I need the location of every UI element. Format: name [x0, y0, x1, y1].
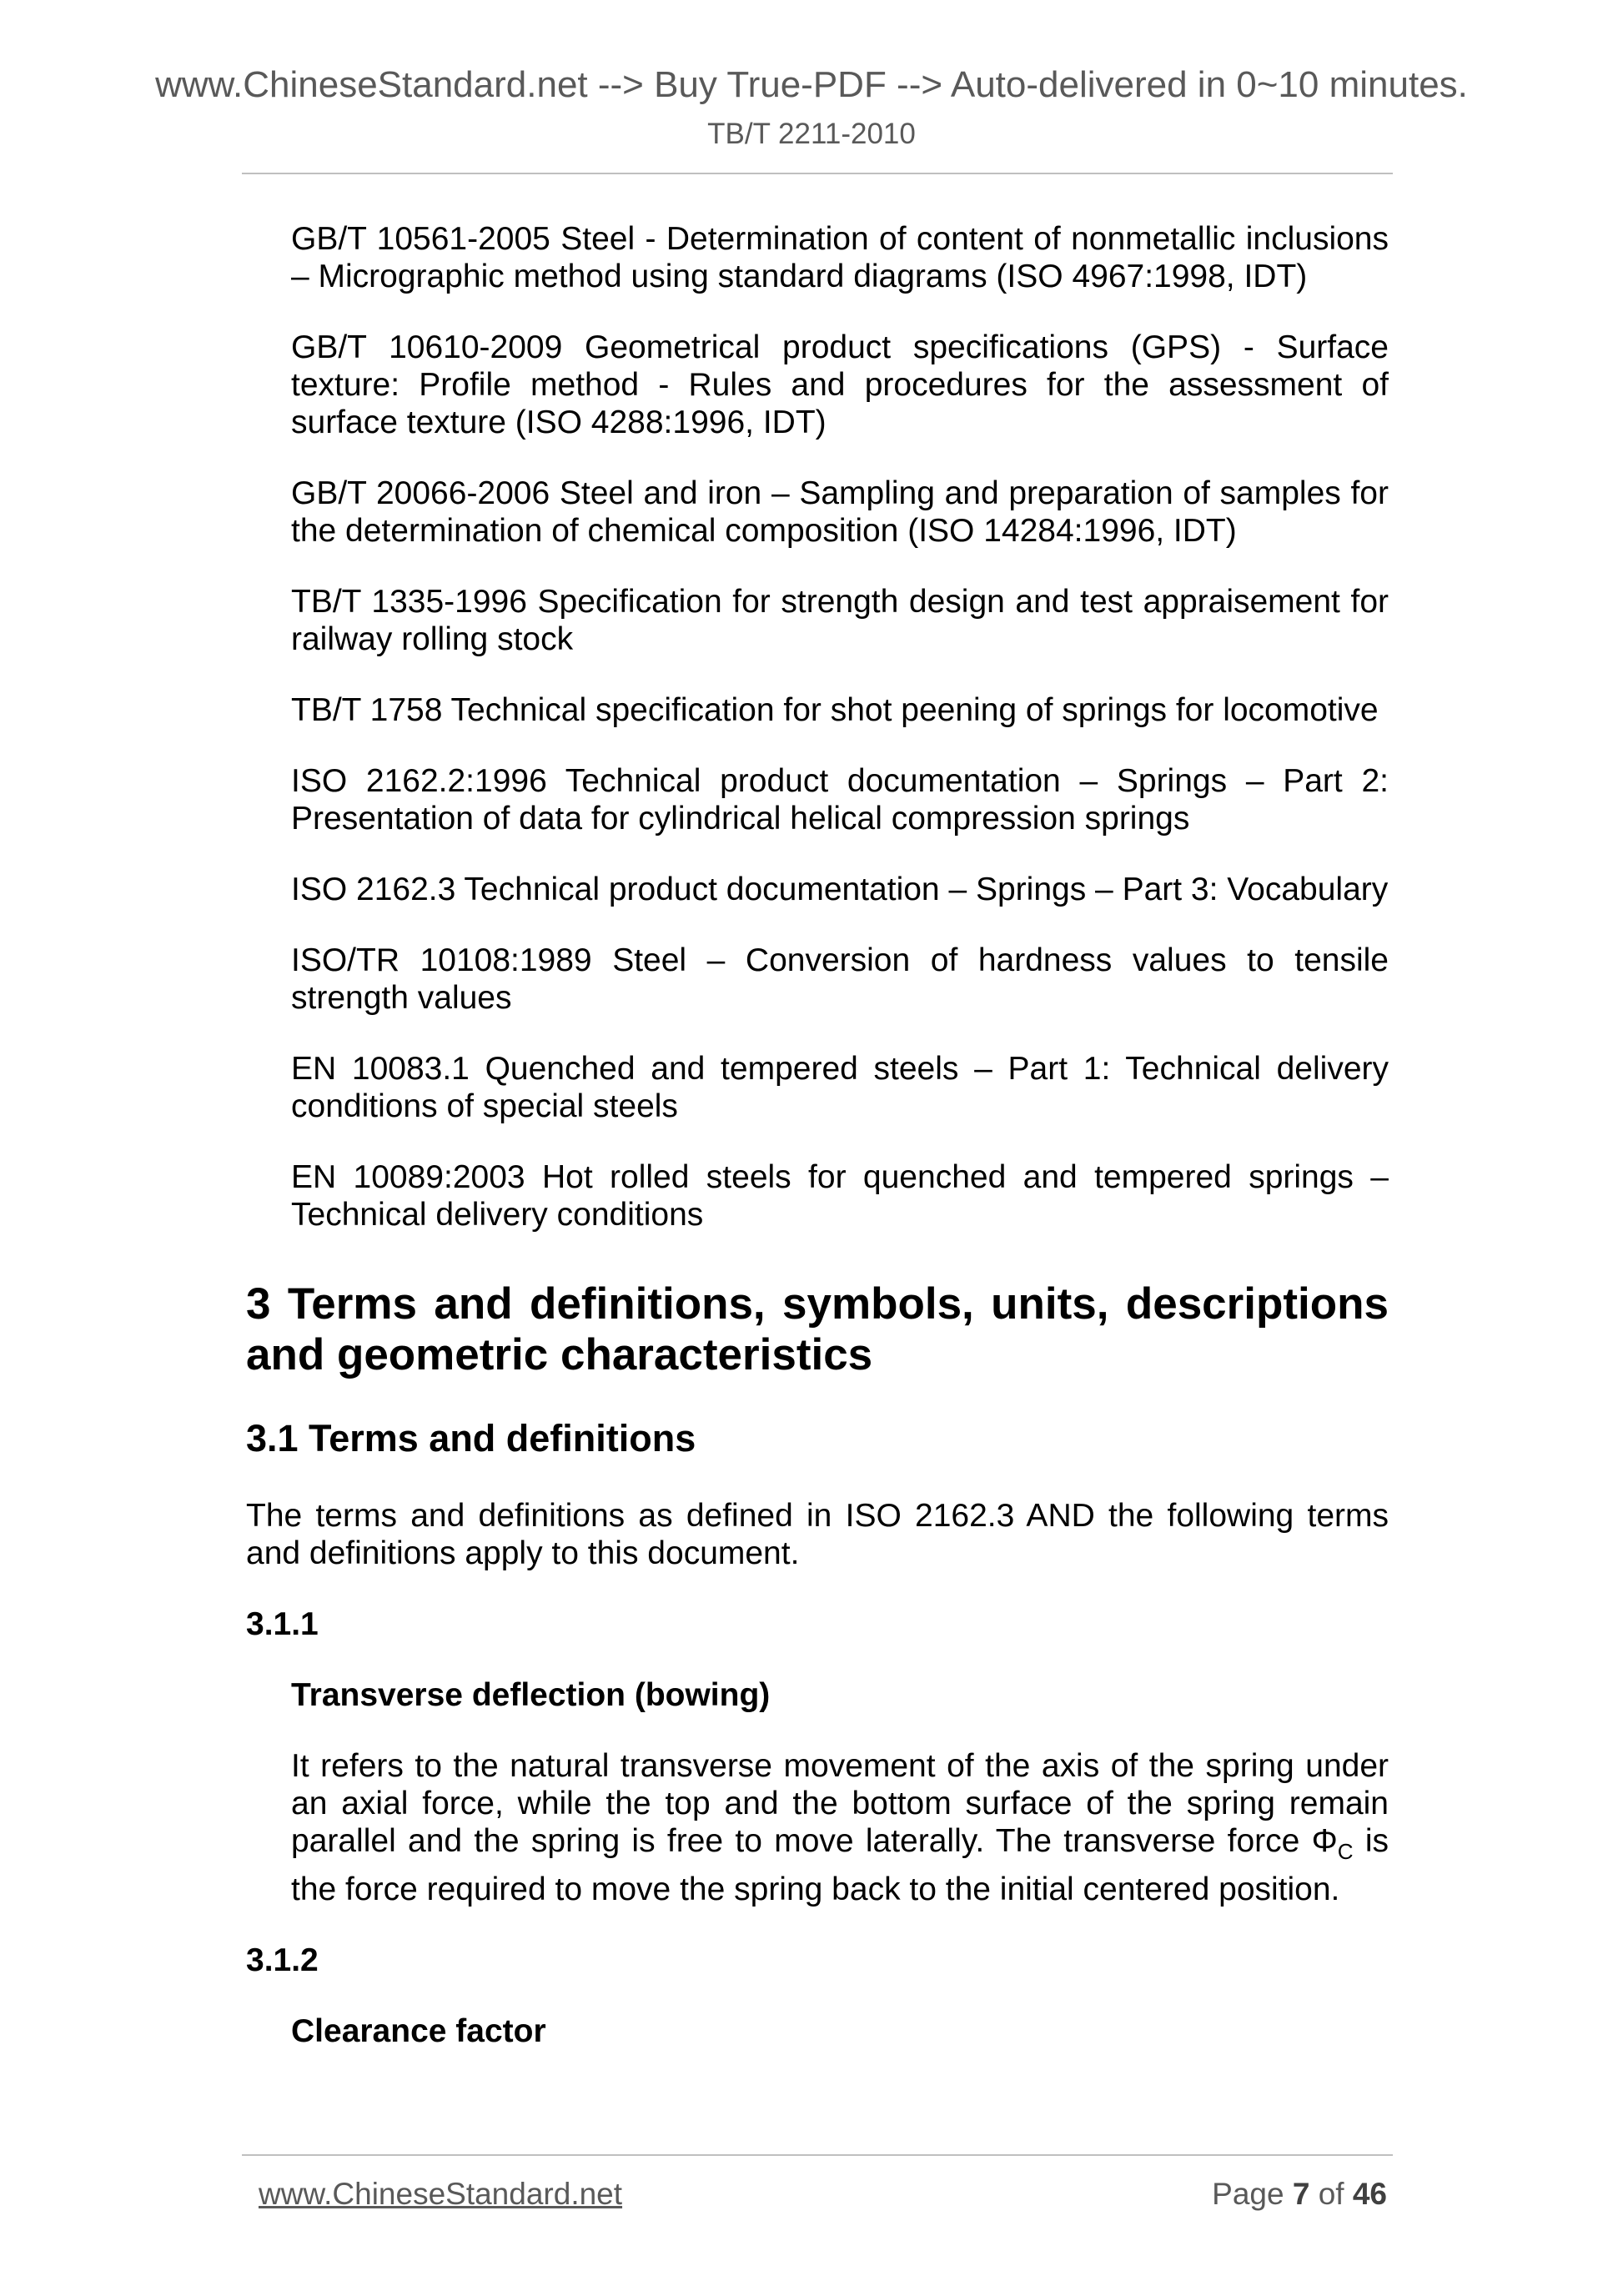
term-definition [291, 1747, 1389, 1908]
clause-number: 3.1.2 [246, 1942, 319, 1978]
term-title: Clearance factor [291, 2012, 546, 2049]
reference-item: ISO/TR 10108:1989 Steel – Conversion of hardness values to tensile strength values [291, 942, 1389, 1016]
page-content [246, 220, 1389, 2083]
standard-number: TB/T 2211-2010 [707, 118, 916, 150]
page-total: 46 [1352, 2177, 1387, 2211]
reference-item: ISO 2162.2:1996 Technical product documentation – Springs – Part 2: Presentation of data for cylindrical helical compression springs [291, 763, 1389, 837]
reference-item: EN 10083.1 Quenched and tempered steels – Part 1: Technical delivery conditions of special steels [291, 1051, 1389, 1124]
page-of: of [1318, 2177, 1344, 2211]
section-heading: 3 Terms and definitions, symbols, units, descriptions and geometric characteristics [246, 1279, 1389, 1379]
header-divider [242, 173, 1393, 174]
footer-divider [242, 2154, 1393, 2156]
definition-text: is the force required to move the spring back to the initial centered position. [291, 1823, 1389, 1907]
reference-item: ISO 2162.3 Technical product documentation – Springs – Part 3: Vocabulary [291, 872, 1389, 907]
term-title: Transverse deflection (bowing) [291, 1677, 771, 1713]
definition-text: It refers to the natural transverse movement of the axis of the spring under an axial force, while the top and the bottom surface of the spring remain parallel and the spring is free to move laterally. The transverse force Φ [291, 1748, 1389, 1859]
header-banner: www.ChineseStandard.net --> Buy True-PDF --> Auto-delivered in 0~10 minutes. [155, 64, 1468, 105]
page-indicator [1212, 2177, 1387, 2212]
page-current: 7 [1292, 2177, 1310, 2211]
footer-site-link[interactable]: www.ChineseStandard.net [259, 2177, 623, 2211]
intro-paragraph: The terms and definitions as defined in ISO 2162.3 AND the following terms and definitions apply to this document. [246, 1498, 1389, 1571]
subscript: C [1337, 1838, 1354, 1864]
reference-item: TB/T 1335-1996 Specification for strength design and test appraisement for railway rolling stock [291, 584, 1389, 657]
reference-item: TB/T 1758 Technical specification for shot peening of springs for locomotive [291, 692, 1379, 728]
subsection-heading: 3.1 Terms and definitions [246, 1417, 696, 1459]
reference-item: GB/T 10561-2005 Steel - Determination of content of nonmetallic inclusions – Micrographic method using standard diagrams (ISO 4967:1998, IDT) [291, 221, 1389, 294]
clause-number: 3.1.1 [246, 1606, 319, 1642]
reference-item: GB/T 20066-2006 Steel and iron – Sampling and preparation of samples for the determination of chemical composition (ISO 14284:1996, IDT) [291, 475, 1389, 549]
page-label: Page [1212, 2177, 1284, 2211]
reference-item: GB/T 10610-2009 Geometrical product specifications (GPS) - Surface texture: Profile method - Rules and procedures for the assessment of surface texture (ISO 4288:1996, IDT) [291, 329, 1389, 440]
reference-item: EN 10089:2003 Hot rolled steels for quenched and tempered springs – Technical delivery conditions [291, 1159, 1389, 1233]
